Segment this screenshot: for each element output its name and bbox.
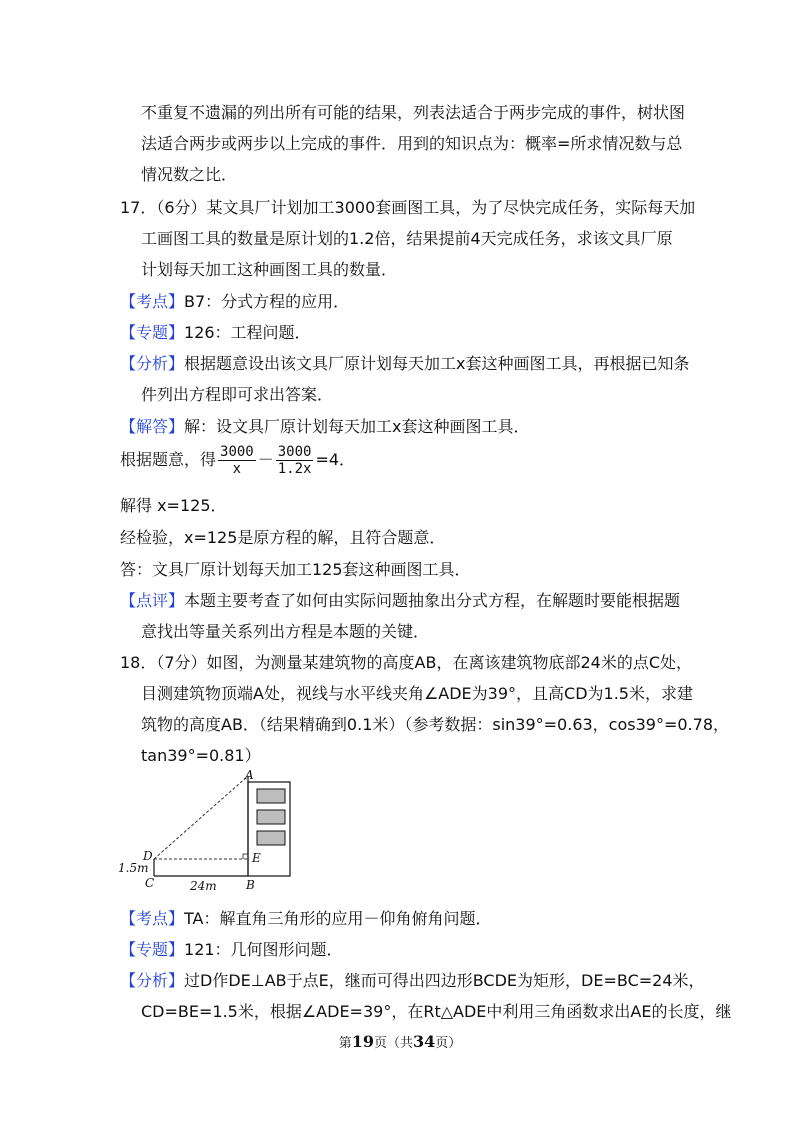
line-text: 121：几何图形问题． [184, 940, 343, 959]
label-distance: 24m [190, 879, 217, 893]
line-text: CD=BE=1.5米，根据∠ADE=39°，在Rt△ADE中利用三角函数求出AE的长度，继 [141, 1002, 732, 1021]
line-text: 18．（7分）如图，为测量某建筑物的高度AB，在离该建筑物底部24米的点C处， [120, 653, 692, 672]
line-text: 筑物的高度AB．（结果精确到0.1米）（参考数据：sin39°=0.63，cos39°=0.78， [141, 715, 729, 734]
text-line [141, 621, 429, 643]
text-line [120, 322, 311, 344]
footer-prefix: 第 [338, 1036, 352, 1051]
equation-minus: － [257, 450, 274, 469]
label-E: E [252, 851, 261, 865]
text-line [120, 559, 471, 581]
line-text: 根据题意设出该文具厂原计划每天加工x套这种画图工具，再根据已知条 [184, 354, 690, 373]
section-tag: 【分析】 [120, 971, 185, 990]
label-height: 1.5m [118, 861, 149, 875]
building-diagram [112, 770, 312, 894]
footer-middle: 页（共 [373, 1036, 413, 1051]
section-tag: 【专题】 [120, 323, 185, 342]
building-window-1 [257, 789, 285, 803]
text-line [120, 908, 492, 930]
line-text: 法适合两步或两步以上完成的事件．用到的知识点为：概率=所求情况数与总 [141, 134, 683, 153]
line-text: 经检验，x=125是原方程的解，且符合题意． [120, 528, 446, 547]
text-line [120, 970, 705, 992]
text-line [120, 495, 227, 517]
line-text: 意找出等量关系列出方程是本题的关键． [141, 622, 430, 641]
line-text: 不重复不遗漏的列出所有可能的结果，列表法适合于两步完成的事件，树状图 [141, 103, 686, 122]
text-line [120, 197, 695, 219]
section-tag: 【专题】 [120, 940, 185, 959]
fraction-2 [276, 444, 314, 477]
text-line [120, 416, 530, 438]
section-tag: 【考点】 [120, 909, 185, 928]
text-line [141, 714, 729, 736]
equation-prefix: 根据题意，得 [120, 450, 217, 469]
text-line [120, 527, 445, 549]
fraction-1-numerator: 3000 [220, 444, 254, 460]
equation-line [120, 441, 355, 479]
line-text: 过D作DE⊥AB于点E，继而可得出四边形BCDE为矩形，DE=BC=24米， [184, 971, 705, 990]
text-line [141, 1001, 731, 1023]
section-tag: 【考点】 [120, 292, 185, 311]
line-text: 本题主要考查了如何由实际问题抽象出分式方程，在解题时要能根据题 [184, 591, 681, 610]
label-A: A [245, 770, 254, 782]
building-window-3 [257, 831, 285, 845]
label-D: D [143, 849, 153, 863]
text-line [120, 291, 349, 313]
line-text: 计划每天加工这种画图工具的数量． [141, 260, 398, 279]
building-window-2 [257, 810, 285, 824]
line-text: 解：设文具厂原计划每天加工x套这种画图工具． [184, 417, 530, 436]
line-text: 126：工程问题． [184, 323, 311, 342]
text-line [120, 353, 690, 375]
text-line [120, 939, 343, 961]
text-line [141, 384, 333, 406]
line-text: 工画图工具的数量是原计划的1.2倍，结果提前4天完成任务，求该文具厂原 [141, 229, 673, 248]
sight-line [154, 776, 248, 859]
label-B: B [246, 878, 255, 892]
line-text: TA：解直角三角形的应用－仰角俯角问题． [184, 909, 492, 928]
page-footer [0, 1032, 800, 1051]
line-text: B7：分式方程的应用． [184, 292, 350, 311]
section-tag: 【分析】 [120, 354, 185, 373]
line-text: 17．（6分）某文具厂计划加工3000套画图工具，为了尽快完成任务，实际每天加 [120, 198, 696, 217]
line-text: 情况数之比． [141, 165, 238, 184]
footer-total-pages: 34 [413, 1032, 436, 1051]
line-text: 件列出方程即可求出答案． [141, 385, 334, 404]
fraction-1 [218, 444, 256, 477]
right-angle-mark [243, 854, 248, 859]
text-line [141, 745, 261, 767]
section-tag: 【解答】 [120, 417, 185, 436]
fraction-1-denominator: x [232, 461, 242, 477]
fraction-2-numerator: 3000 [277, 444, 312, 460]
text-line [141, 259, 397, 281]
section-tag: 【点评】 [120, 591, 185, 610]
line-text: 目测建筑物顶端A处，视线与水平线夹角∠ADE为39°，且高CD为1.5米，求建 [141, 684, 693, 703]
text-line [141, 102, 685, 124]
line-text: 答：文具厂原计划每天加工125套这种画图工具． [120, 560, 471, 579]
text-line [141, 228, 673, 250]
equation-suffix: =4． [315, 450, 356, 469]
text-line [141, 164, 237, 186]
footer-page-number: 19 [351, 1032, 374, 1051]
text-line [141, 683, 693, 705]
text-line [141, 133, 682, 155]
text-line [120, 590, 680, 612]
text-line [120, 652, 692, 674]
line-text: tan39°=0.81） [141, 746, 261, 765]
fraction-2-denominator: 1.2x [277, 461, 312, 477]
label-C: C [145, 876, 155, 890]
line-text: 解得 x=125． [120, 496, 227, 515]
footer-suffix: 页） [435, 1036, 462, 1051]
